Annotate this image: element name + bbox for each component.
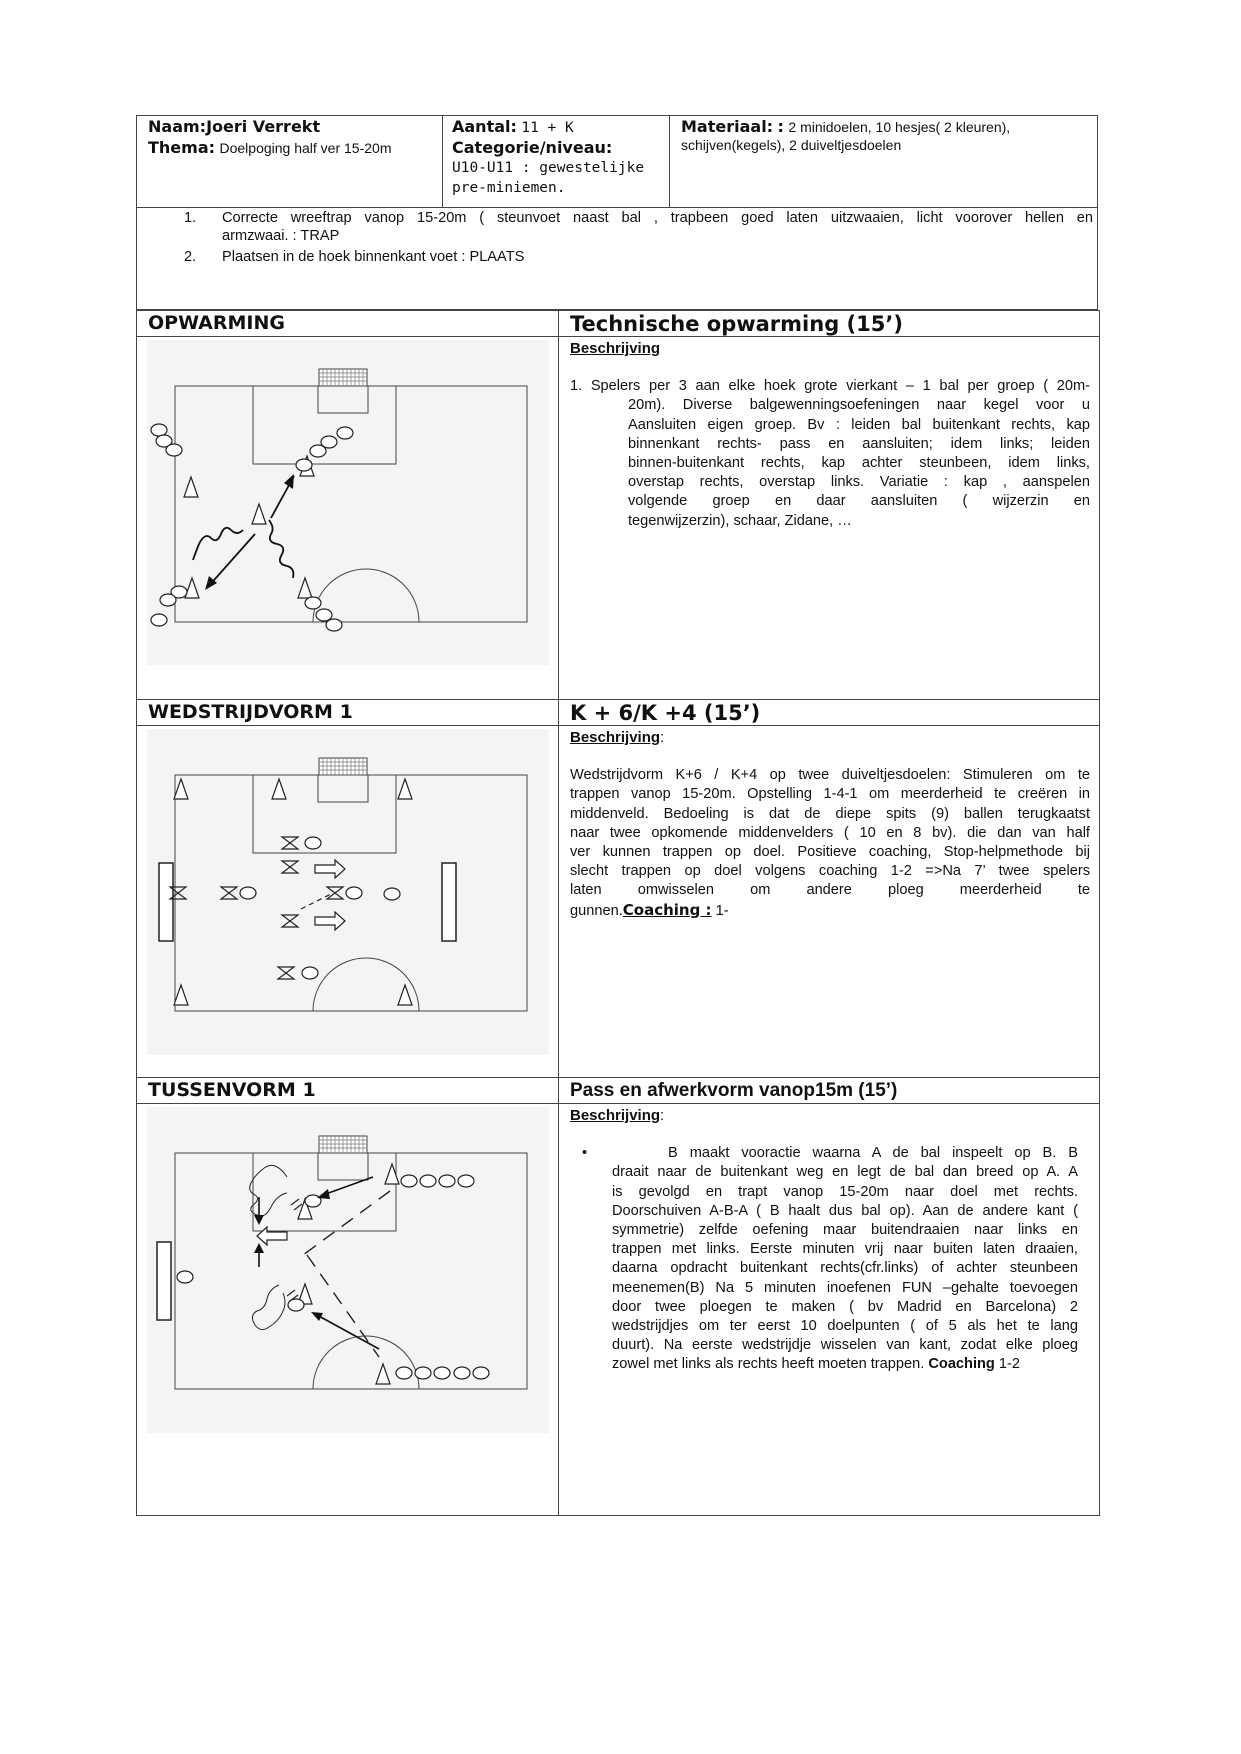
cone-icon — [174, 779, 188, 799]
arrow-head-icon — [317, 1189, 330, 1199]
section-3-last-line: zowel met links als rechts heeft moeten trappen. — [612, 1356, 929, 1373]
pass-line — [307, 1255, 379, 1357]
player-x-icon — [221, 887, 237, 899]
section-3-title: Pass en afwerkvorm vanop15m (15’) — [570, 1080, 898, 1101]
section-2-desc-heading: Beschrijving — [570, 729, 661, 746]
section-2-line-4: naar twee opkomende middenvelders ( 10 en 8 bv). die dan van half — [570, 824, 1090, 841]
section-2-line-1: Wedstrijdvorm K+6 / K+4 op twee duiveltjesdoelen: Stimuleren om te — [570, 767, 1090, 784]
header-divider-horizontal — [136, 207, 1098, 208]
diagram-pass-finish — [147, 1107, 549, 1433]
section-1-desc-heading: Beschrijving — [570, 340, 661, 357]
section-1-line-1: 1. Spelers per 3 aan elke hoek grote vierkant – 1 bal per groep ( 20m- — [570, 378, 1090, 395]
section-2-description — [570, 728, 1090, 921]
objective-1 — [148, 209, 1093, 245]
cone-icon — [174, 985, 188, 1005]
section-3-coaching-label: Coaching — [928, 1356, 995, 1373]
goal-net-icon — [319, 369, 367, 386]
objective-2-line1: Plaatsen in de hoek binnenkant voet : PLAATS — [222, 249, 525, 265]
objective-1-line2: armzwaai. : TRAP — [222, 228, 340, 244]
goal-area — [318, 1153, 368, 1180]
objective-2-num: 2. — [184, 249, 197, 265]
section-3-bullet: • — [582, 1145, 588, 1162]
arrow-head-icon — [254, 1243, 264, 1253]
sessions-column-divider — [558, 310, 559, 1516]
material-sep: : — [777, 117, 784, 136]
section-3-line-10: wedstrijdjes om ter eerst 10 doelpunten ( of 5 als het te lang — [612, 1318, 1078, 1335]
material-label: Materiaal: — [681, 117, 774, 136]
section-2-label: WEDSTRIJDVORM 1 — [148, 701, 353, 723]
pass-arrow-line — [207, 534, 255, 588]
goal-net-icon — [319, 758, 367, 775]
section-2-line-6: slecht trappen op doel volgens coaching 1-2 =>Na 7’ twee spelers — [570, 863, 1090, 880]
section-1-line-6: overstap rechts, overstap links. Variatie : kap , aanspelen — [628, 474, 1090, 491]
dribble-path — [250, 1165, 287, 1216]
material-value-1: 2 minidoelen, 10 hesjes( 2 kleuren), — [788, 119, 1011, 135]
category-label: Categorie/niveau: — [452, 138, 613, 157]
section-1-line-5: binnen-buitenkant rechts, kap achter steunbeen, idem links, — [628, 455, 1090, 472]
category-value-1: U10-U11 : gewestelijke — [452, 160, 645, 176]
objective-2 — [148, 248, 1093, 266]
player-x-icon — [327, 887, 343, 899]
name-label: Naam: — [148, 117, 207, 136]
section-3-line-4: Doorschuiven A-B-A ( B haalt dus bal op). Aan de andere kant ( — [612, 1202, 1078, 1219]
mini-goal-left — [157, 1242, 171, 1320]
row-line-3 — [136, 1077, 1100, 1078]
header-divider-2 — [669, 115, 670, 207]
material-value-2: schijven(kegels), 2 duiveltjesdoelen — [681, 137, 902, 153]
arrow-head-icon — [254, 1215, 264, 1225]
header-divider-1 — [442, 115, 443, 207]
category-value-2: pre-miniemen. — [452, 180, 566, 196]
section-2-coaching-label: Coaching : — [622, 900, 712, 919]
run-arrow-icon — [257, 1227, 287, 1245]
section-3-line-3: is gevolgd en trapt vanop 15-20m naar doel met rechts. — [612, 1183, 1078, 1200]
objective-1-line1: Correcte wreeftrap vanop 15-20m ( steunvoet naast bal , trapbeen goed laten uitzwaaien, licht voorover hellen en — [222, 210, 1093, 226]
section-1-line-2: 20m). Diverse balgewenningsoefeningen naar kegel voor u — [628, 397, 1090, 414]
mini-goal-left — [159, 863, 173, 941]
section-2-desc-heading-suffix: : — [660, 730, 665, 746]
section-3-line-2: draait naar de buitenkant weg en legt de bal dan breed op A. A — [612, 1164, 1078, 1181]
section-3-coaching-value: 1-2 — [994, 1356, 1020, 1373]
theme-label: Thema: — [148, 138, 216, 157]
pitch-outline — [175, 386, 527, 622]
player-x-icon — [282, 915, 298, 927]
penalty-area — [253, 775, 396, 853]
count-label: Aantal: — [452, 117, 517, 136]
section-3-line-8: meenemen(B) Na 5 minuten inoefenen FUN –gehalte toevoegen — [612, 1279, 1078, 1296]
cone-icon — [298, 578, 312, 598]
section-1-label: OPWARMING — [148, 312, 285, 334]
cone-icon — [376, 1364, 390, 1384]
player-x-icon — [282, 837, 298, 849]
section-3-line-1: B maakt vooractie waarna A de bal inspeelt op B. B — [668, 1145, 1078, 1162]
row-line-3a — [136, 1103, 1100, 1104]
section-2-title: K + 6/K +4 (15’) — [570, 701, 761, 725]
pass-arrow-line — [317, 1315, 379, 1349]
run-arrow-icon — [315, 912, 345, 930]
section-2-line-5: ver kunnen trappen op doel. Positieve coaching, Stop-helpmethode bij — [570, 844, 1090, 861]
header-name-cell — [148, 117, 438, 158]
dribble-path — [252, 1285, 285, 1330]
run-arrow-icon — [315, 860, 345, 878]
cone-icon — [184, 477, 198, 497]
section-3-description — [570, 1106, 1090, 1375]
goal-area — [318, 386, 368, 413]
section-3-line-6: trappen met links. Eerste minuten vrij naar buiten laten draaien, — [612, 1241, 1078, 1258]
section-3-desc-heading-suffix: : — [660, 1108, 665, 1124]
diagram-warmup — [147, 340, 549, 665]
section-1-description — [570, 339, 1090, 531]
player-x-icon — [282, 861, 298, 873]
arrow-head-icon — [311, 1312, 323, 1321]
section-2-line-2: trappen vanop 15-20m. Opstelling 1-4-1 om meerderheid te creëren in — [570, 786, 1090, 803]
section-2-last-line: gunnen. — [570, 902, 623, 919]
section-2-line-7: laten omwisselen om andere ploeg meerderheid te — [570, 882, 1090, 899]
count-value: 11 + K — [521, 120, 574, 136]
section-2-coaching-value: 1- — [711, 902, 729, 919]
section-1-line-8: tegenwijzerzin), schaar, Zidane, … — [628, 512, 852, 529]
row-line-2a — [136, 725, 1100, 726]
cone-icon — [398, 779, 412, 799]
mini-goal-right — [442, 863, 456, 941]
cone-icon — [398, 985, 412, 1005]
header-count-cell — [452, 117, 667, 198]
row-line-1a — [136, 336, 1100, 337]
pitch-outline — [175, 1153, 527, 1389]
header-material-cell — [681, 117, 1093, 153]
cone-icon — [185, 578, 199, 598]
section-1-line-3: Aansluiten eigen groep. Bv : leiden bal buitenkant rechts, kap — [628, 416, 1090, 433]
section-3-line-11: duurt). Na eerste wedstrijdje wisselen van kant, zodat elke ploeg — [612, 1337, 1078, 1354]
objective-1-num: 1. — [184, 210, 197, 226]
section-2-line-3: middenveld. Bedoeling is dat de diepe spits (9) ballen terugkaatst — [570, 805, 1090, 822]
cone-icon — [272, 779, 286, 799]
dribble-path — [269, 520, 293, 578]
section-1-title: Technische opwarming (15’) — [570, 312, 903, 336]
cone-icon — [385, 1164, 399, 1184]
pass-line — [301, 893, 333, 909]
center-circle-arc — [313, 1336, 419, 1389]
section-3-label: TUSSENVORM 1 — [148, 1079, 316, 1101]
cone-icon — [252, 504, 266, 524]
section-3-line-7: daarna opdracht buitenkant rechts(cfr.links) of achter steunbeen — [612, 1260, 1078, 1277]
diagram-match-form — [147, 729, 549, 1055]
section-3-line-5: symmetrie) zelfde oefening maar buitendraaien naar links en — [612, 1222, 1078, 1239]
section-1-line-4: binnenkant rechts- pass en aansluiten; idem links; leiden — [628, 435, 1090, 452]
player-x-icon — [278, 967, 294, 979]
name-value: Joeri Verrekt — [206, 117, 321, 136]
section-3-desc-heading: Beschrijving — [570, 1107, 661, 1124]
row-line-2 — [136, 699, 1100, 700]
section-3-line-9: door twee ploegen te maken ( bv Madrid en Barcelona) 2 — [612, 1298, 1078, 1315]
goal-net-icon — [319, 1136, 367, 1153]
goal-area — [318, 775, 368, 802]
section-1-line-7: volgende groep en daar aansluiten ( wijzerzin en — [628, 493, 1090, 510]
theme-value: Doelpoging half ver 15-20m — [219, 140, 392, 156]
